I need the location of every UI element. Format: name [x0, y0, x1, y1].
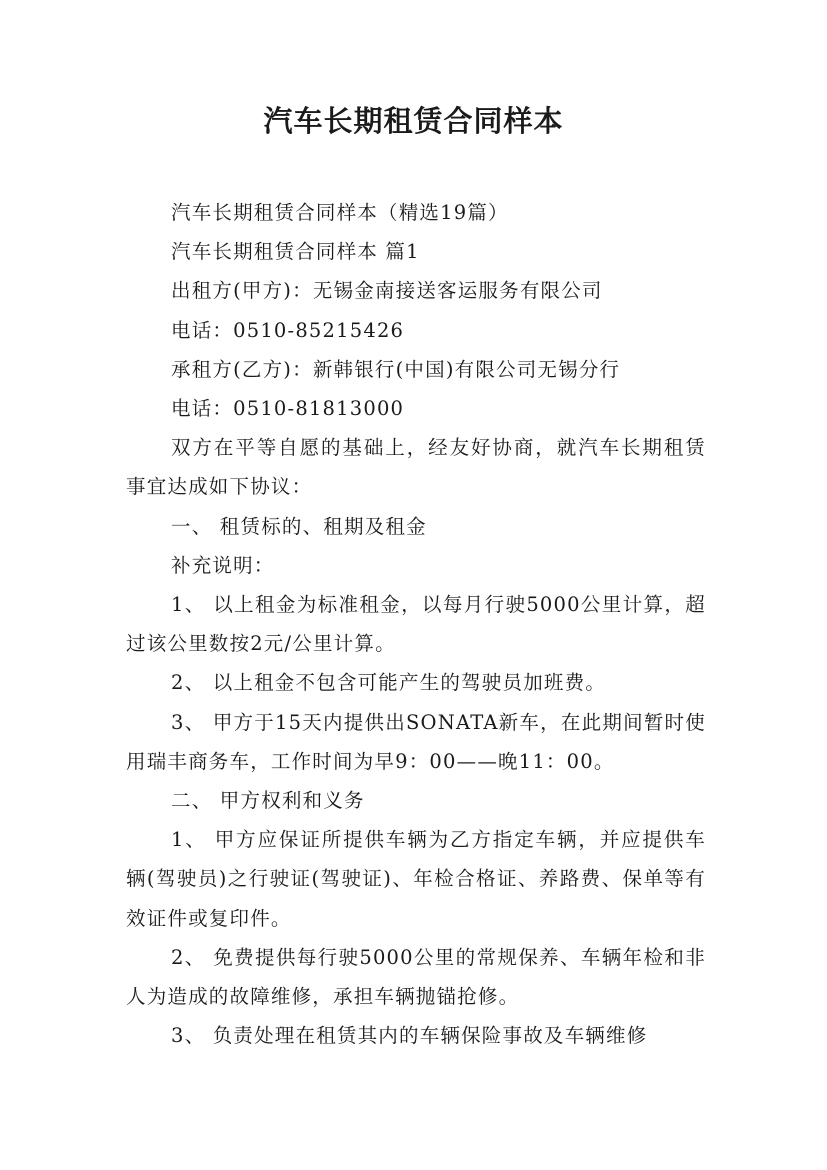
paragraph-lessee: 承租方(乙方)：新韩银行(中国)有限公司无锡分行: [171, 357, 621, 381]
document-body: [126, 193, 706, 1055]
paragraph-doc-subtitle: 汽车长期租赁合同样本（精选19篇）: [171, 201, 509, 224]
paragraph-heading-lease-terms: 一、 租赁标的、租期及租金: [171, 514, 427, 538]
paragraph-lessor-duty-2: 2、 免费提供每行驶5000公里的常规保养、车辆年检和非人为造成的故障维修，承担车辆抛锚抢修。: [126, 945, 706, 1009]
paragraph-supplement-3: 3、 甲方于15天内提供出SONATA新车，在此期间暂时使用瑞丰商务车，工作时间为早9：00——晚11：00。: [126, 710, 706, 773]
paragraph-lessor-duty-3: 3、 负责处理在租赁其内的车辆保险事故及车辆维修: [171, 1024, 648, 1048]
document-title: 汽车长期租赁合同样本: [263, 104, 564, 138]
paragraph-lessor: 出租方(甲方)：无锡金南接送客运服务有限公司: [171, 279, 603, 303]
paragraph-supplement-2: 2、 以上租金不包含可能产生的驾驶员加班费。: [171, 671, 607, 695]
paragraph-lessor-phone: 电话：0510-85215426: [171, 318, 405, 342]
paragraph-agreement-intro: 双方在平等自愿的基础上，经友好协商，就汽车长期租赁事宜达成如下协议：: [126, 436, 706, 499]
paragraph-supplement-label: 补充说明：: [171, 553, 275, 577]
paragraph-lessee-phone: 电话：0510-81813000: [171, 397, 405, 421]
paragraph-supplement-1: 1、 以上租金为标准租金，以每月行驶5000公里计算，超过该公里数按2元/公里计算。: [126, 593, 706, 656]
paragraph-section-heading: 汽车长期租赁合同样本 篇1: [171, 240, 420, 264]
paragraph-heading-lessor-rights: 二、 甲方权利和义务: [171, 789, 365, 813]
paragraph-lessor-duty-1: 1、 甲方应保证所提供车辆为乙方指定车辆，并应提供车辆(驾驶员)之行驶证(驾驶证)、年检合格证、养路费、保单等有效证件或复印件。: [126, 828, 706, 930]
